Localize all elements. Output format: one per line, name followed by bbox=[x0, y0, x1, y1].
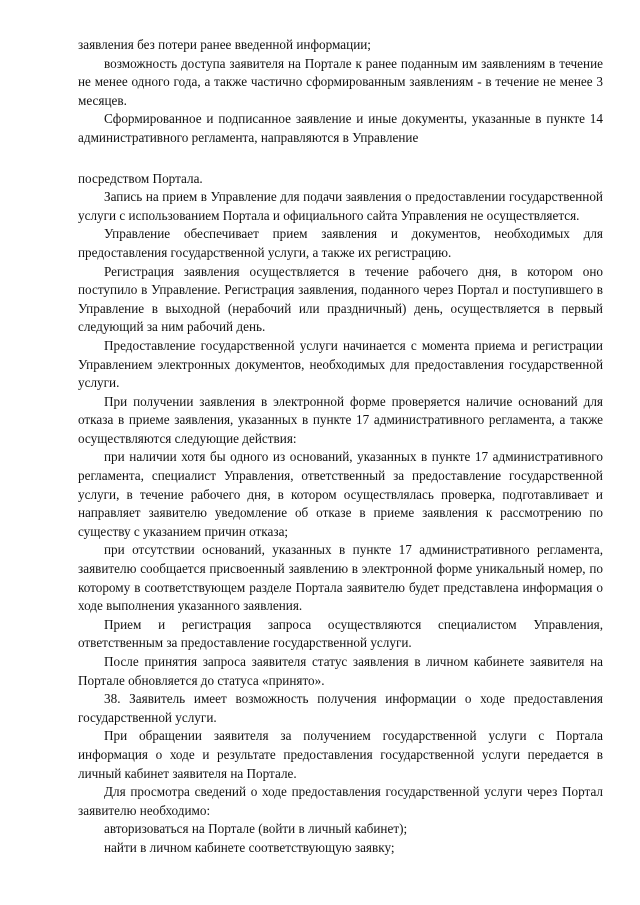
paragraph: при отсутствии оснований, указанных в пункте 17 административного регламента, заявителю сообщается присвоенный заявлению в электронной форме уникальный номер, по которому в соответствующем разделе Портала заявителю будет представлена информация о ходе выполнения указанного заявления. bbox=[78, 542, 603, 614]
paragraph: возможность доступа заявителя на Портале к ранее поданным им заявлениям в течение не менее одного года, а также частично сформированным заявлениям - в течение не менее 3 месяцев. bbox=[78, 55, 603, 108]
paragraph: авторизоваться на Портале (войти в личный кабинет); bbox=[104, 821, 408, 837]
paragraph: После принятия запроса заявителя статус заявления в личном кабинете заявителя на Портале обновляется до статуса «принято». bbox=[78, 654, 603, 688]
paragraph: При получении заявления в электронной форме проверяется наличие оснований для отказа в приеме заявления, указанных в пункте 17 административного регламента, а также осуществляются следующие действия: bbox=[78, 393, 603, 446]
document-body bbox=[78, 36, 603, 858]
paragraph: найти в личном кабинете соответствующую заявку; bbox=[104, 839, 395, 855]
paragraph-continued: посредством Портала. bbox=[78, 170, 203, 186]
paragraph-continued: заявления без потери ранее введенной информации; bbox=[78, 37, 371, 52]
paragraph: При обращении заявителя за получением государственной услуги с Портала информация о ходе и результате предоставления государственной услуги передается в личный кабинет заявителя на Портале. bbox=[78, 728, 603, 781]
paragraph: Запись на прием в Управление для подачи заявления о предоставлении государственной услуги с использованием Портала и официального сайта Управления не осуществляется. bbox=[78, 189, 603, 223]
paragraph: Предоставление государственной услуги начинается с момента приема и регистрации Управлением электронных документов, необходимых для предоставления государственной услуги. bbox=[78, 337, 603, 391]
paragraph: Сформированное и подписанное заявление и иные документы, указанные в пункте 14 административного регламента, направляются в Управление bbox=[78, 111, 603, 145]
paragraph: при наличии хотя бы одного из оснований, указанных в пункте 17 административного регламента, специалист Управления, ответственный за предоставление государственной услуги, в течение рабочего дня, в котором осуществлялась проверка, подготавливает и направляет заявителю уведомление об отказе в приеме заявления к рассмотрению по существу с указанием причин отказа; bbox=[78, 449, 603, 539]
paragraph: Управление обеспечивает прием заявления и документов, необходимых для предоставления государственной услуги, а также их регистрацию. bbox=[78, 226, 603, 260]
paragraph: Для просмотра сведений о ходе предоставления государственной услуги через Портал заявителю необходимо: bbox=[78, 784, 603, 818]
paragraph: Регистрация заявления осуществляется в течение рабочего дня, в котором оно поступило в Управление. Регистрация заявления, поданного через Портал и поступившего в Управление в выходной (нерабочий или праздничный) день, осуществляется в первый следующий за ним рабочий день. bbox=[78, 263, 603, 335]
paragraph-gap bbox=[78, 148, 603, 170]
paragraph: 38. Заявитель имеет возможность получения информации о ходе предоставления государственной услуги. bbox=[78, 691, 603, 725]
paragraph: Прием и регистрация запроса осуществляются специалистом Управления, ответственным за предоставление государственной услуги. bbox=[78, 616, 603, 651]
